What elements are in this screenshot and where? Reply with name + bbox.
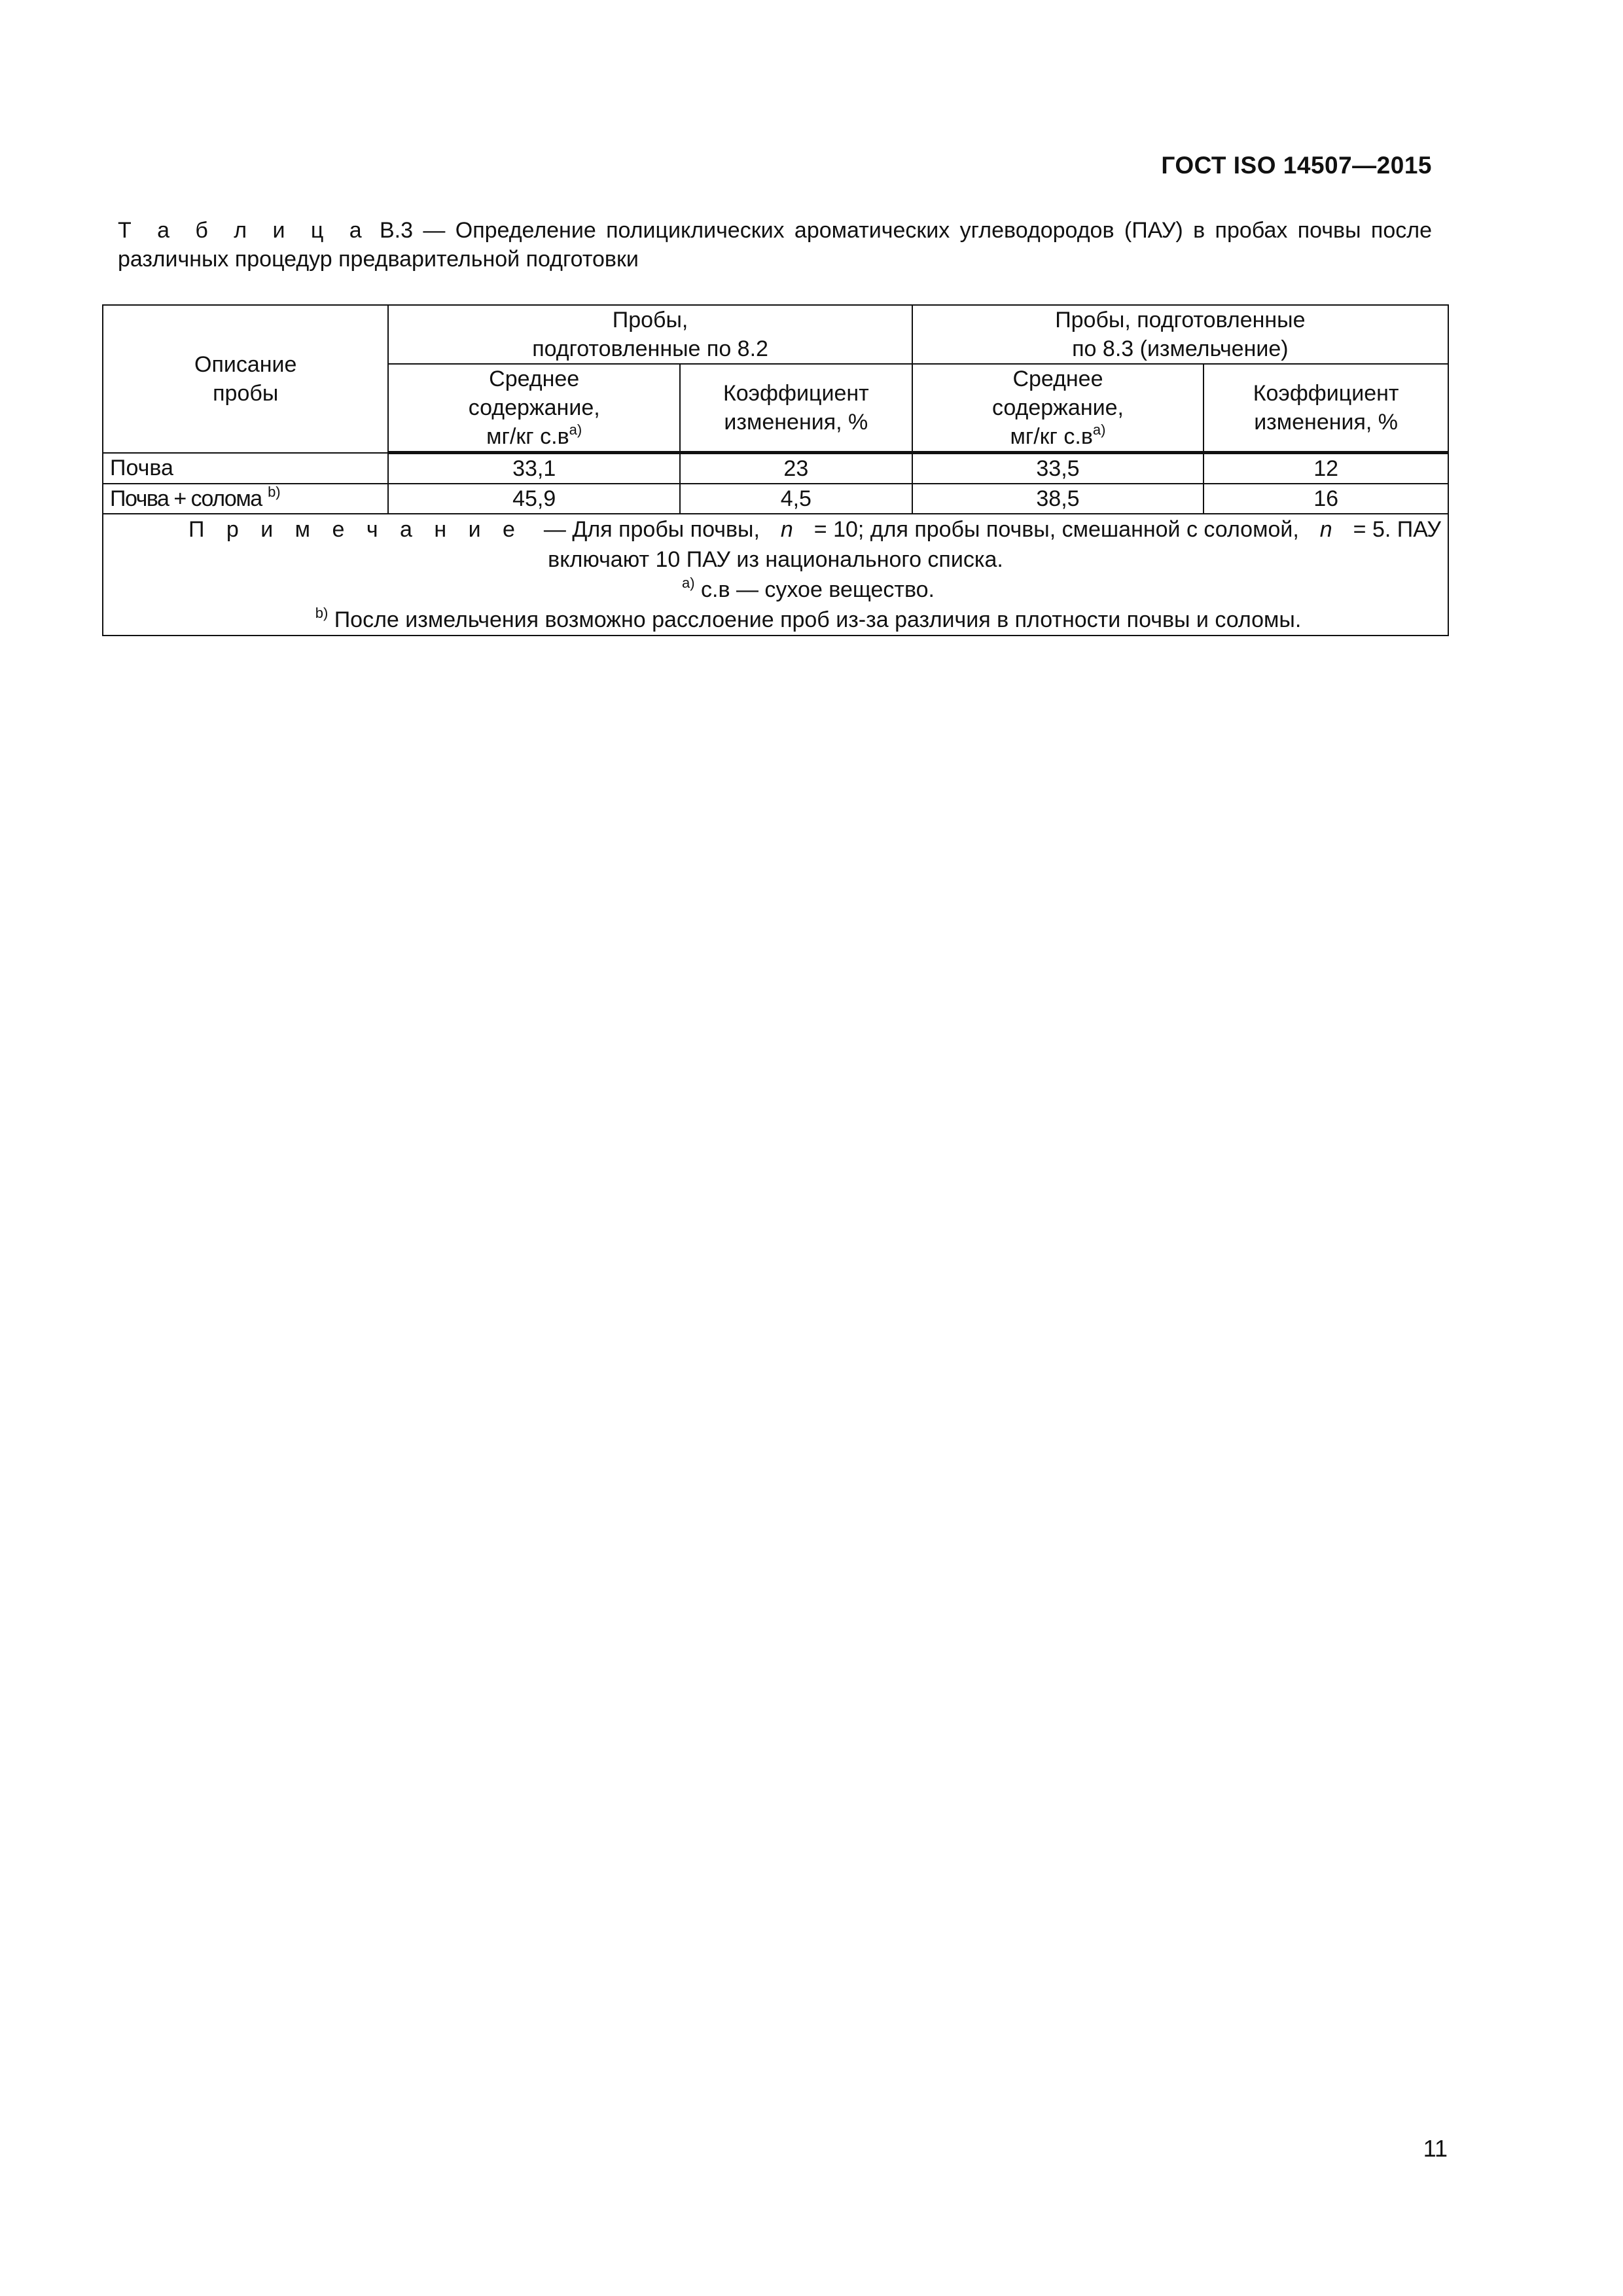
row-value: 23: [680, 453, 912, 484]
avg-content-header-1: Среднее содержание, мг/кг $с.в^{a)}$: [388, 364, 680, 453]
note-line-1: П р и м е ч а н и е — Для пробы почвы, n = 10; для пробы почвы, смешанной с соломой, n = 5. ПАУ: [188, 517, 1441, 542]
caption-label: Т а б л и ц а: [118, 218, 370, 243]
row-name: Почва: [103, 453, 388, 484]
pah-table: [102, 304, 1449, 636]
footnote-a-ref: a): [1092, 422, 1106, 438]
group-header-8-3: Пробы, подготовленные по 8.3 (измельчение): [912, 305, 1448, 364]
avg-content-header-2: Среднее содержание, мг/кг $с.в^{a)}$: [912, 364, 1204, 453]
footnote-a: $^{a)}$ с.в — сухое вещество.: [682, 575, 935, 602]
group-header-8-2: Пробы, подготовленные по 8.2: [388, 305, 912, 364]
row-value: 33,1: [388, 453, 680, 484]
footnote-a-ref: a): [569, 422, 582, 438]
note-line-2: включают 10 ПАУ из национального списка.: [548, 547, 1003, 572]
row-value: 4,5: [680, 484, 912, 514]
coef-header-1: Коэффициент изменения, %: [680, 364, 912, 453]
table-row: [103, 484, 1448, 514]
col-description-header: Описание пробы: [103, 305, 388, 453]
table-row: [103, 453, 1448, 484]
row-value: 12: [1204, 453, 1448, 484]
row-value: 45,9: [388, 484, 680, 514]
table-note: [103, 514, 1448, 636]
footnote-b: $^{b)}$ После измельчения возможно расслоение проб из-за различия в плотности почвы и соломы.: [315, 605, 1302, 632]
page-number: 11: [1423, 2135, 1448, 2162]
caption-text: В.3 — Определение полициклических ароматических углеводородов (ПАУ) в пробах почвы после различных процедур предварительной подготовки: [118, 218, 1432, 272]
document-header: ГОСТ ISO 14507—2015: [1161, 152, 1432, 179]
row-value: 38,5: [912, 484, 1204, 514]
table-caption: [118, 216, 1432, 274]
row-name: Почва + солома $^{b)}$: [103, 484, 388, 514]
footnote-b-ref: b): [268, 484, 281, 500]
coef-header-2: Коэффициент изменения, %: [1204, 364, 1448, 453]
row-value: 33,5: [912, 453, 1204, 484]
row-value: 16: [1204, 484, 1448, 514]
